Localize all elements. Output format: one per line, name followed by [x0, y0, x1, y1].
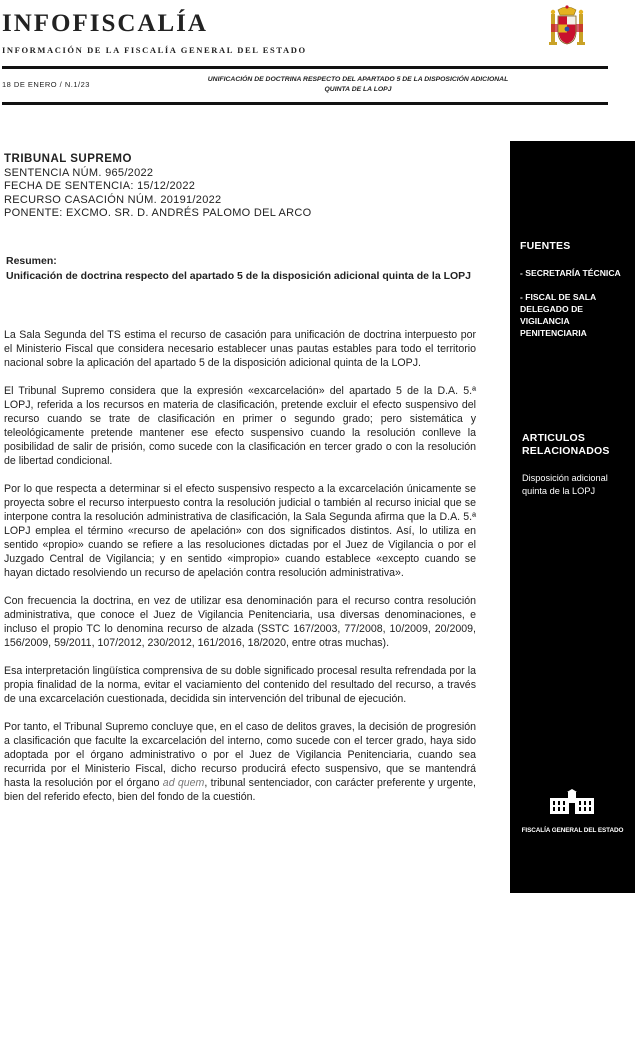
- appeal-number: RECURSO CASACIÓN NÚM. 20191/2022: [4, 193, 222, 206]
- spain-coat-of-arms-icon: [544, 4, 590, 50]
- case-info: [4, 153, 312, 221]
- source-item: - FISCAL DE SALA DELEGADO DE VIGILANCIA PENITENCIARIA: [520, 292, 596, 338]
- related-article-link[interactable]: Disposición adicional quinta de la LOPJ: [522, 473, 608, 496]
- body-paragraph-conclusion: [4, 720, 476, 805]
- brand-subtitle: INFORMACIÓN DE LA FISCALÍA GENERAL DEL ESTADO: [2, 45, 307, 55]
- header-bottom-rule: [2, 102, 608, 105]
- conclusion-text-start: Por tanto, el Tribunal Supremo concluye que, en el caso de delitos graves, la decisión de progresión a clasificación que faculte la excarcelación del interno, como sucede con el tercer grado, haya sido adoptada por el órgano administrativo o por el Juez de Vigilancia Penitenciaria, cuando sea recurrida por el Ministerio Fiscal, dicho recurso producirá efecto suspensivo, que se mantendrá hasta la resolución por el órgano: [4, 720, 476, 790]
- organization-name: FISCALÍA GENERAL DEL ESTADO: [521, 827, 624, 834]
- article-body: [4, 328, 476, 818]
- sources-title: FUENTES: [520, 240, 571, 252]
- summary: [6, 254, 476, 284]
- source-item: - SECRETARÍA TÉCNICA: [520, 268, 621, 278]
- sentence-number: SENTENCIA NÚM. 965/2022: [4, 166, 154, 179]
- conclusion-text-end: , tribunal sentenciador, con carácter preferente y urgente, bien del referido efecto, bien del fondo de la cuestión.: [4, 777, 477, 804]
- brand-title: INFOFISCALÍA: [2, 10, 208, 37]
- issue-title: UNIFICACIÓN DE DOCTRINA RESPECTO DEL APARTADO 5 DE LA DISPOSICIÓN ADICIONAL QUINTA DE LA LOPJ: [207, 76, 509, 93]
- sidebar: [510, 141, 635, 893]
- latin-term: ad quem: [162, 777, 205, 790]
- rapporteur: PONENTE: EXCMO. SR. D. ANDRÉS PALOMO DEL ARCO: [4, 207, 312, 219]
- header-top-rule: [2, 66, 608, 69]
- issue-date: 18 DE ENERO / N.1/23: [2, 80, 90, 89]
- sentence-date: FECHA DE SENTENCIA: 15/12/2022: [4, 180, 196, 192]
- related-title: ARTICULOS RELACIONADOS: [522, 432, 610, 457]
- body-paragraph: Por lo que respecta a determinar si el efecto suspensivo respecto a la excarcelación únicamente se proyecta sobre el recurso interpuesto contra la resolución judicial o también al recurso inicial que se interpone contra la resolución administrativa de clasificación, la Sala Segunda afirma que la D.A. 5.ª LOPJ emplea el término «recurso de apelación» con dos significados distintos. Así, lo utiliza en sentido «propio» cuando se refiere a las resoluciones dictadas por el Juez de Vigilancia o por el Juzgado Central de Vigilancia; y en sentido «impropio» cuando establece «excepto cuando se hayan dictado resolviendo un recurso de apelación contra resolución administrativa».: [4, 482, 476, 580]
- summary-text: Unificación de doctrina respecto del apartado 5 de la disposición adicional quinta de la LOPJ: [6, 270, 472, 282]
- court-name: TRIBUNAL SUPREMO: [4, 153, 132, 165]
- summary-label: Resumen:: [6, 255, 57, 267]
- fiscalia-building-icon: [548, 789, 596, 815]
- body-paragraph: El Tribunal Supremo considera que la expresión «excarcelación» del apartado 5 de la D.A. 5.ª LOPJ, referida a los recursos en materia de clasificación, pretende excluir el efecto suspensivo del recurso cuando se trate de clasificación en primer o segundo grado; pero sistemática y teleológicamente pretende mantener ese efecto suspensivo cuando la resolución conlleve la posibilidad de salir de prisión, como sucede con la clasificación en tercer grado o con la resolución de libertad condicional.: [4, 384, 476, 468]
- body-paragraph: La Sala Segunda del TS estima el recurso de casación para unificación de doctrina interpuesto por el Ministerio Fiscal que considera necesario establecer unas pautas estables para todo el territorio nacional sobre la aplicación del apartado 5 de la disposición adicional quinta de la LOPJ.: [4, 329, 476, 370]
- body-paragraph: Esa interpretación lingüística comprensiva de su doble significado procesal resulta refrendada por la propia finalidad de la norma, evitar el vaciamiento del contenido del resultado del recurso, a través de una excarcelación cuestionada, decidida sin intervención del tribunal de ejecución.: [4, 664, 476, 706]
- body-paragraph: Con frecuencia la doctrina, en vez de utilizar esa denominación para el recurso contra resolución administrativa, que conoce el Juez de Vigilancia Penitenciaria, usa diversas denominaciones, e incluso el propio TC lo denomina recurso de alzada (SSTC 167/2003, 77/2008, 10/2009, 20/2009, 156/2009, 59/2011, 107/2012, 230/2012, 161/2016, 18/2020, entre otras muchas).: [4, 595, 476, 650]
